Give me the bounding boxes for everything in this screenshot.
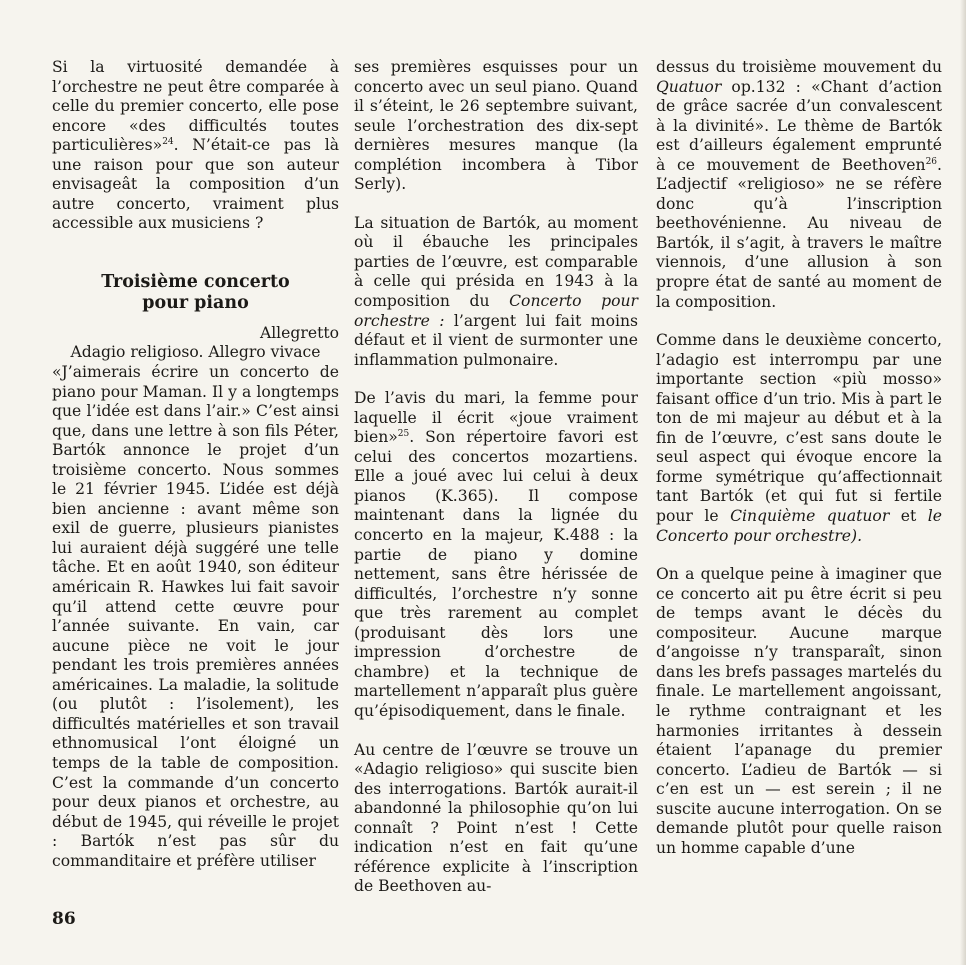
paragraph: La situation de Bartók, au moment où il ébauche les principales parties de l’œuvre, est comparable à celle qui présida en 1943 à la composition du Concerto pour orchestre : l’argent lui fait moins défaut et il vient de surmonter une inflammation pulmonaire. <box>354 213 639 369</box>
footnote-ref: 24 <box>162 137 174 148</box>
tempo-marking: Adagio religioso. Allegro vivace <box>70 343 321 362</box>
footnote-ref: 26 <box>925 156 938 167</box>
paragraph: Comme dans le deuxième concerto, l’adagio est interrompu par une importante section «più mosso» faisant office d’un trio. Mis à part le ton de mi majeur au début et à la fin de l’œuvre, c’est sans doute le seul aspect qui évoque encore la forme symétrique qu’affectionnait tant Bartók (et qui fut si fertile pour le Cinquième quatuor et le Concerto pour orchestre). <box>656 331 942 545</box>
text-column-3 <box>656 58 942 858</box>
paragraph: dessus du troisième mouvement du Quatuor op.132 : «Chant d’action de grâce sacrée d’un convalescent à la divinité». Le thème de Bartók est d’ailleurs également emprunté à ce mouvement de Beethoven$^{26}$. L’adjectif «religioso» ne se réfère donc qu’à l’inscription beethovénienne. Au niveau de Bartók, il s’agit, à travers le maître viennois, d’une allusion à son propre état de santé au moment de la composition. <box>656 58 942 311</box>
paragraph: On a quelque peine à imaginer que ce concerto ait pu être écrit si peu de temps avant le décès du compositeur. Aucune marque d’angoisse n’y transparaît, sinon dans les brefs passages martelés du finale. Le martellement angoissant, le rythme contraignant et les harmonies irritantes à dessein étaient l’apanage du premier concerto. L’adieu de Bartók — si c’en est un — est serein ; il ne suscite aucune interrogation. On se demande plutôt pour quelle raison un homme capable d’une <box>656 565 942 857</box>
paragraph: Si la virtuosité demandée à l’orchestre ne peut être comparée à celle du premier concerto, elle pose encore «des difficultés toutes particulières»$^{24}$. N’était-ce pas là une raison pour que son auteur envisageât la composition d’un autre concerto, vraiment plus accessible aux musiciens ? <box>52 58 339 233</box>
text-column-2 <box>354 58 638 897</box>
page-edge <box>960 0 966 965</box>
text-column-1 <box>52 58 339 871</box>
footnote-ref: 25 <box>397 429 410 440</box>
paragraph: De l’avis du mari, la femme pour laquelle il écrit «joue vraiment bien»$^{25}$. Son répertoire favori est celui des concertos mozartiens. Elle a joué avec lui celui à deux pianos (K.365). Il compose maintenant dans la lignée du concerto en la majeur, K.488 : la partie de piano y domine nettement, sans être hérissée de difficultés, l’orchestre n’y sonne que très rarement au complet (produisant dès lors une impression d’orchestre de chambre) et la technique de martellement n’apparaît plus guère qu’épisodiquement, dans le finale. <box>354 389 638 720</box>
section-heading: Troisième concerto pour piano <box>101 271 290 313</box>
paragraph: ses premières esquisses pour un concerto avec un seul piano. Quand il s’éteint, le 26 septembre suivant, seule l’orchestration des dix-sept dernières mesures manque (la complétion incombera à Tibor Serly). <box>354 58 638 194</box>
paragraph: Au centre de l’œuvre se trouve un «Adagio religioso» qui suscite bien des interrogations. Bartók aurait-il abandonné la philosophie qu’on lui connaît ? Point n’est ! Cette indication n’est en fait qu’une référence explicite à l’inscription de Beethoven au- <box>354 740 638 896</box>
page-number: 86 <box>52 909 76 929</box>
tempo-marking: Allegretto <box>259 323 339 342</box>
paragraph: «J’aimerais écrire un concerto de piano pour Maman. Il y a longtemps que l’idée est dans l’air.» C’est ainsi que, dans une lettre à son fils Péter, Bartók annonce le projet d’un troisième concerto. Nous sommes le 21 février 1945. L’idée est déjà bien ancienne : avant même son exil de guerre, plusieurs pianistes lui auraient déjà suggéré une telle tâche. Et en août 1940, son éditeur américain R. Hawkes lui fait savoir qu’il attend cette œuvre pour l’année suivante. En vain, car aucune pièce ne voit le jour pendant les trois premières années américaines. La maladie, la solitude (ou plutôt : l’isolement), les difficultés matérielles et son travail ethnomusical l’ont éloigné un temps de la table de composition. C’est la commande d’un concerto pour deux pianos et orchestre, au début de 1945, qui réveille le projet : Bartók n’est pas sûr du commanditaire et préfère utiliser <box>52 363 339 870</box>
